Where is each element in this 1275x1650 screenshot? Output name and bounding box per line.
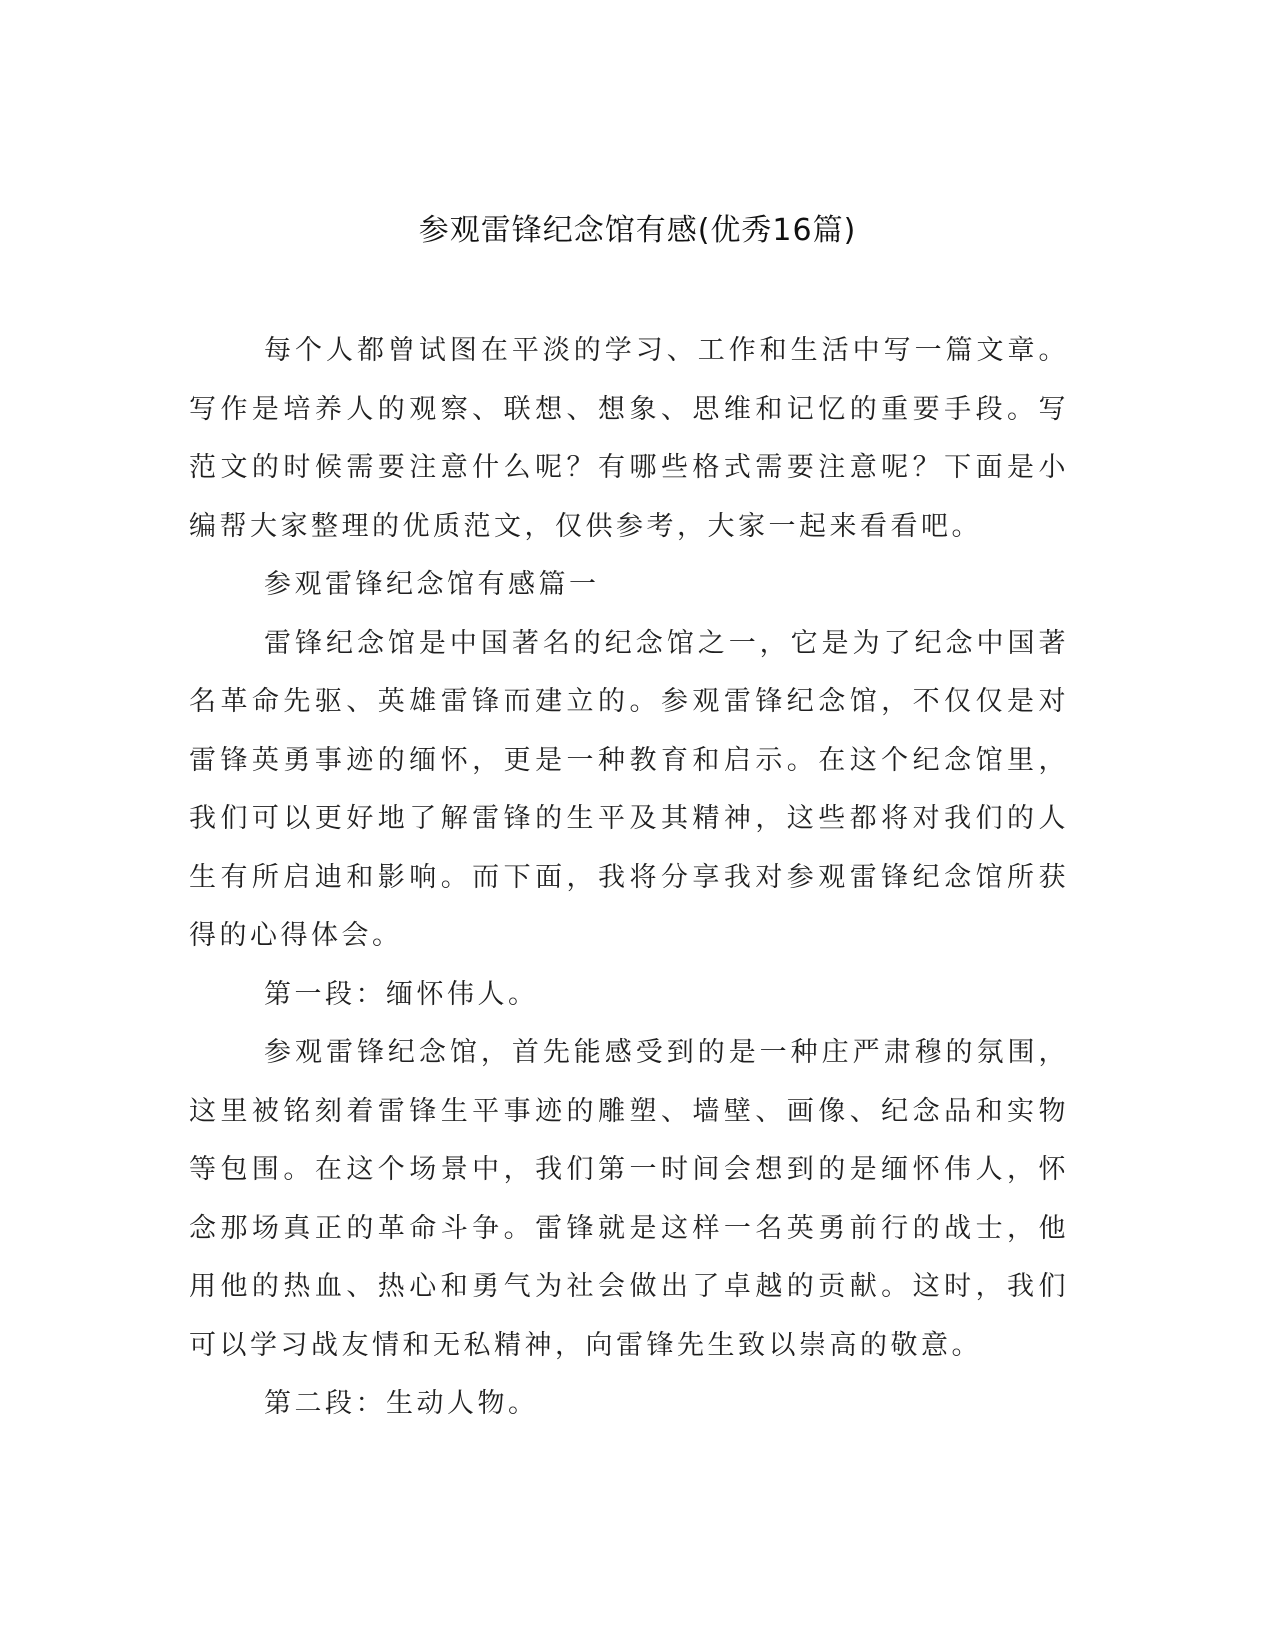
section-heading-chapter-1: 参观雷锋纪念馆有感篇一 — [264, 569, 600, 600]
subheading-part-1: 第一段：缅怀伟人。 — [264, 978, 539, 1010]
subheading-part-2: 第二段：生动人物。 — [264, 1388, 539, 1419]
document-title: 参观雷锋纪念馆有感(优秀16篇) — [418, 213, 857, 248]
intro-paragraph: 每个人都曾试图在平淡的学习、工作和生活中写一篇文章。写作是培养人的观察、联想、想象、思维和记忆的重要手段。写范文的时候需要注意什么呢？有哪些格式需要注意呢？下面是小编帮大家整理的优质范文，仅供参考，大家一起来看看吧。 — [189, 335, 1069, 542]
document-body — [189, 322, 1069, 1434]
chapter-1-intro-paragraph: 雷锋纪念馆是中国著名的纪念馆之一，它是为了纪念中国著名革命先驱、英雄雷锋而建立的。参观雷锋纪念馆，不仅仅是对雷锋英勇事迹的缅怀，更是一种教育和启示。在这个纪念馆里，我们可以更好地了解雷锋的生平及其精神，这些都将对我们的人生有所启迪和影响。而下面，我将分享我对参观雷锋纪念馆所获得的心得体会。 — [189, 627, 1069, 951]
part-1-paragraph: 参观雷锋纪念馆，首先能感受到的是一种庄严肃穆的氛围，这里被铭刻着雷锋生平事迹的雕塑、墙壁、画像、纪念品和实物等包围。在这个场景中，我们第一时间会想到的是缅怀伟人，怀念那场真正的革命斗争。雷锋就是这样一名英勇前行的战士，他用他的热血、热心和勇气为社会做出了卓越的贡献。这时，我们可以学习战友情和无私精神，向雷锋先生致以崇高的敬意。 — [189, 1037, 1069, 1361]
